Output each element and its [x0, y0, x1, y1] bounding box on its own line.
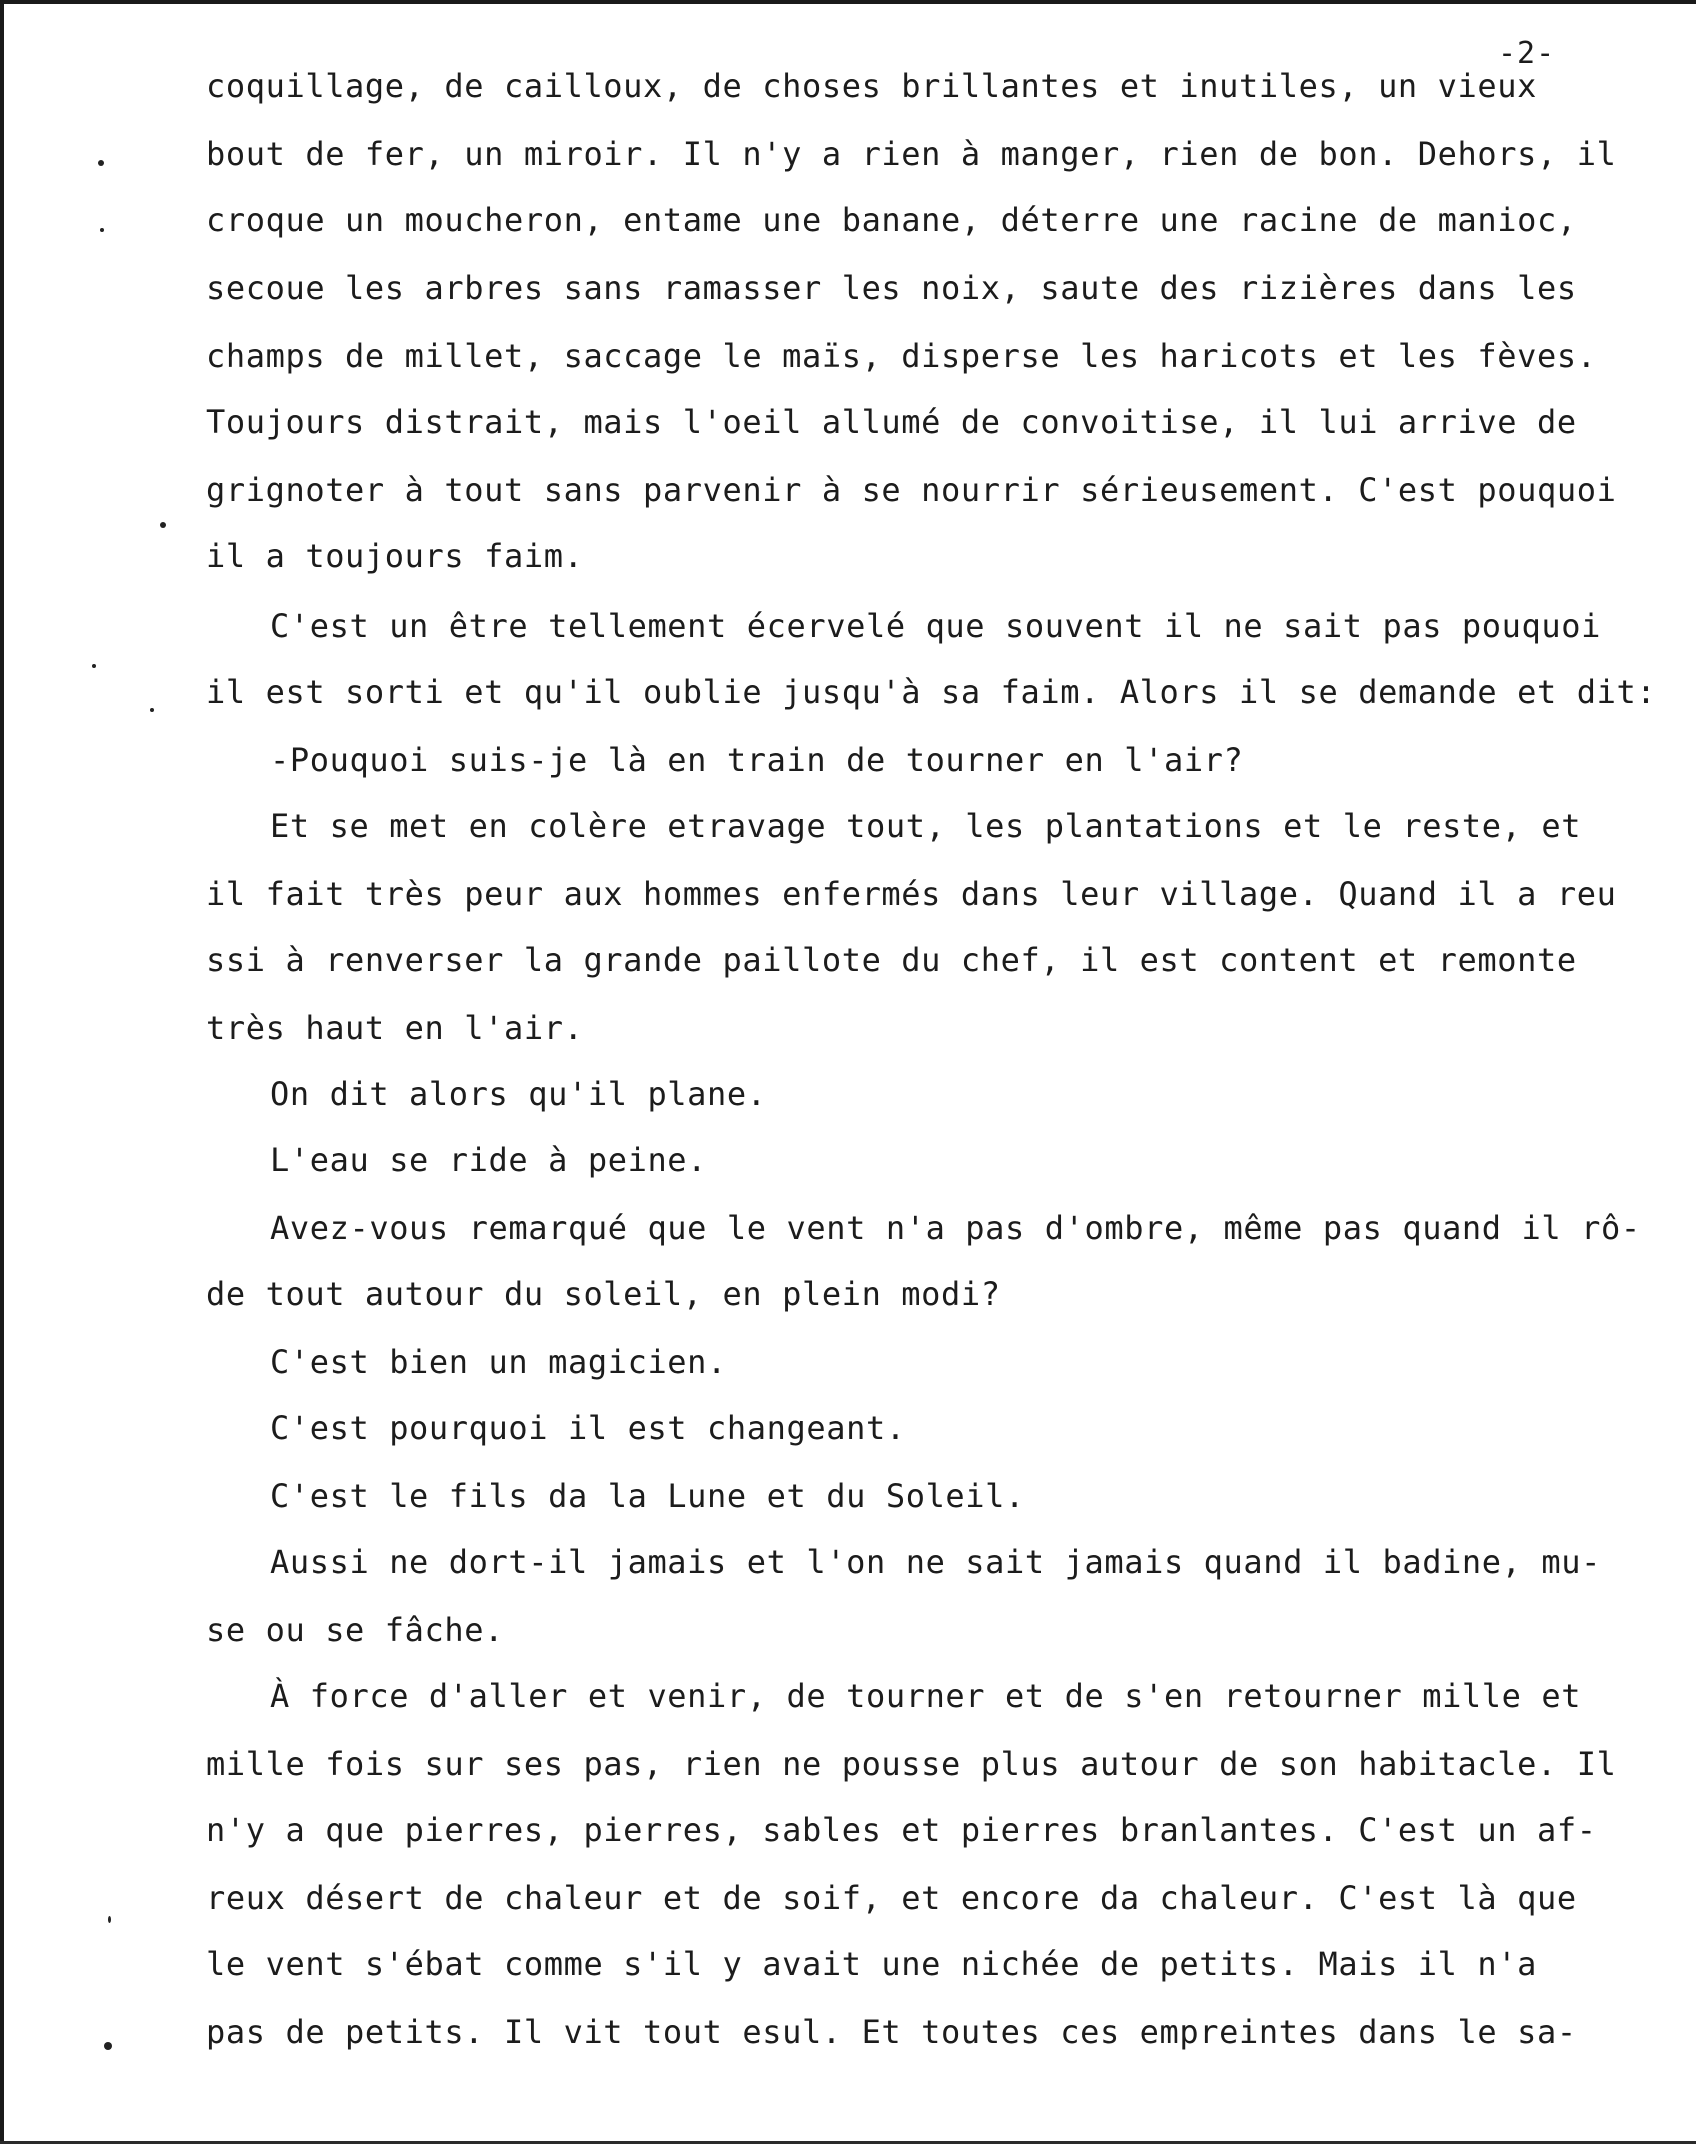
text-line: pas de petits. Il vit tout esul. Et toutes ces empreintes dans le sa-	[206, 2013, 1577, 2051]
paragraph-start-line: C'est le fils da la Lune et du Soleil.	[270, 1477, 1025, 1515]
paragraph-start-line: À force d'aller et venir, de tourner et de s'en retourner mille et	[270, 1677, 1582, 1715]
text-line: de tout autour du soleil, en plein modi?	[206, 1275, 1001, 1313]
text-line: croque un moucheron, entame une banane, déterre une racine de manioc,	[206, 201, 1577, 239]
text-line: mille fois sur ses pas, rien ne pousse plus autour de son habitacle. Il	[206, 1745, 1617, 1783]
text-line: très haut en l'air.	[206, 1009, 584, 1047]
dialogue-line: -Pouquoi suis-je là en train de tourner en l'air?	[270, 741, 1244, 779]
paragraph-start-line: Et se met en colère etravage tout, les plantations et le reste, et	[270, 807, 1582, 845]
paragraph-start-line: Aussi ne dort-il jamais et l'on ne sait jamais quand il badine, mu-	[270, 1543, 1601, 1581]
text-line: secoue les arbres sans ramasser les noix, saute des rizières dans les	[206, 269, 1577, 307]
scan-speck	[104, 2042, 112, 2050]
scan-speck	[150, 708, 154, 712]
paragraph-start-line: C'est pourquoi il est changeant.	[270, 1409, 906, 1447]
text-line: n'y a que pierres, pierres, sables et pierres branlantes. C'est un af-	[206, 1811, 1597, 1849]
paragraph-start-line: C'est bien un magicien.	[270, 1343, 727, 1381]
text-line: reux désert de chaleur et de soif, et encore da chaleur. C'est là que	[206, 1879, 1577, 1917]
paragraph-start-line: On dit alors qu'il plane.	[270, 1075, 767, 1113]
text-line: coquillage, de cailloux, de choses brillantes et inutiles, un vieux	[206, 67, 1537, 105]
scan-speck	[98, 160, 104, 166]
text-line: ssi à renverser la grande paillote du chef, il est content et remonte	[206, 941, 1577, 979]
paragraph-start-line: C'est un être tellement écervelé que souvent il ne sait pas pouquoi	[270, 607, 1601, 645]
text-line: il a toujours faim.	[206, 537, 584, 575]
text-line: bout de fer, un miroir. Il n'y a rien à manger, rien de bon. Dehors, il	[206, 135, 1617, 173]
text-line: Toujours distrait, mais l'oeil allumé de convoitise, il lui arrive de	[206, 403, 1577, 441]
scan-speck	[108, 1916, 111, 1923]
text-line: il est sorti et qu'il oublie jusqu'à sa faim. Alors il se demande et dit:	[206, 673, 1657, 711]
scan-border-left	[0, 0, 4, 2144]
text-line: il fait très peur aux hommes enfermés dans leur village. Quand il a reu	[206, 875, 1617, 913]
text-line: champs de millet, saccage le maïs, disperse les haricots et les fèves.	[206, 337, 1597, 375]
paragraph-start-line: Avez-vous remarqué que le vent n'a pas d'ombre, même pas quand il rô-	[270, 1209, 1641, 1247]
scan-speck	[160, 522, 166, 528]
scan-speck	[92, 664, 96, 668]
text-line: se ou se fâche.	[206, 1611, 504, 1649]
paragraph-start-line: L'eau se ride à peine.	[270, 1141, 708, 1179]
text-line: grignoter à tout sans parvenir à se nourrir sérieusement. C'est pouquoi	[206, 471, 1617, 509]
scan-border-top	[0, 0, 1696, 4]
scan-speck	[100, 228, 104, 232]
page-number: -2-	[1498, 36, 1556, 71]
text-line: le vent s'ébat comme s'il y avait une nichée de petits. Mais il n'a	[206, 1945, 1537, 1983]
